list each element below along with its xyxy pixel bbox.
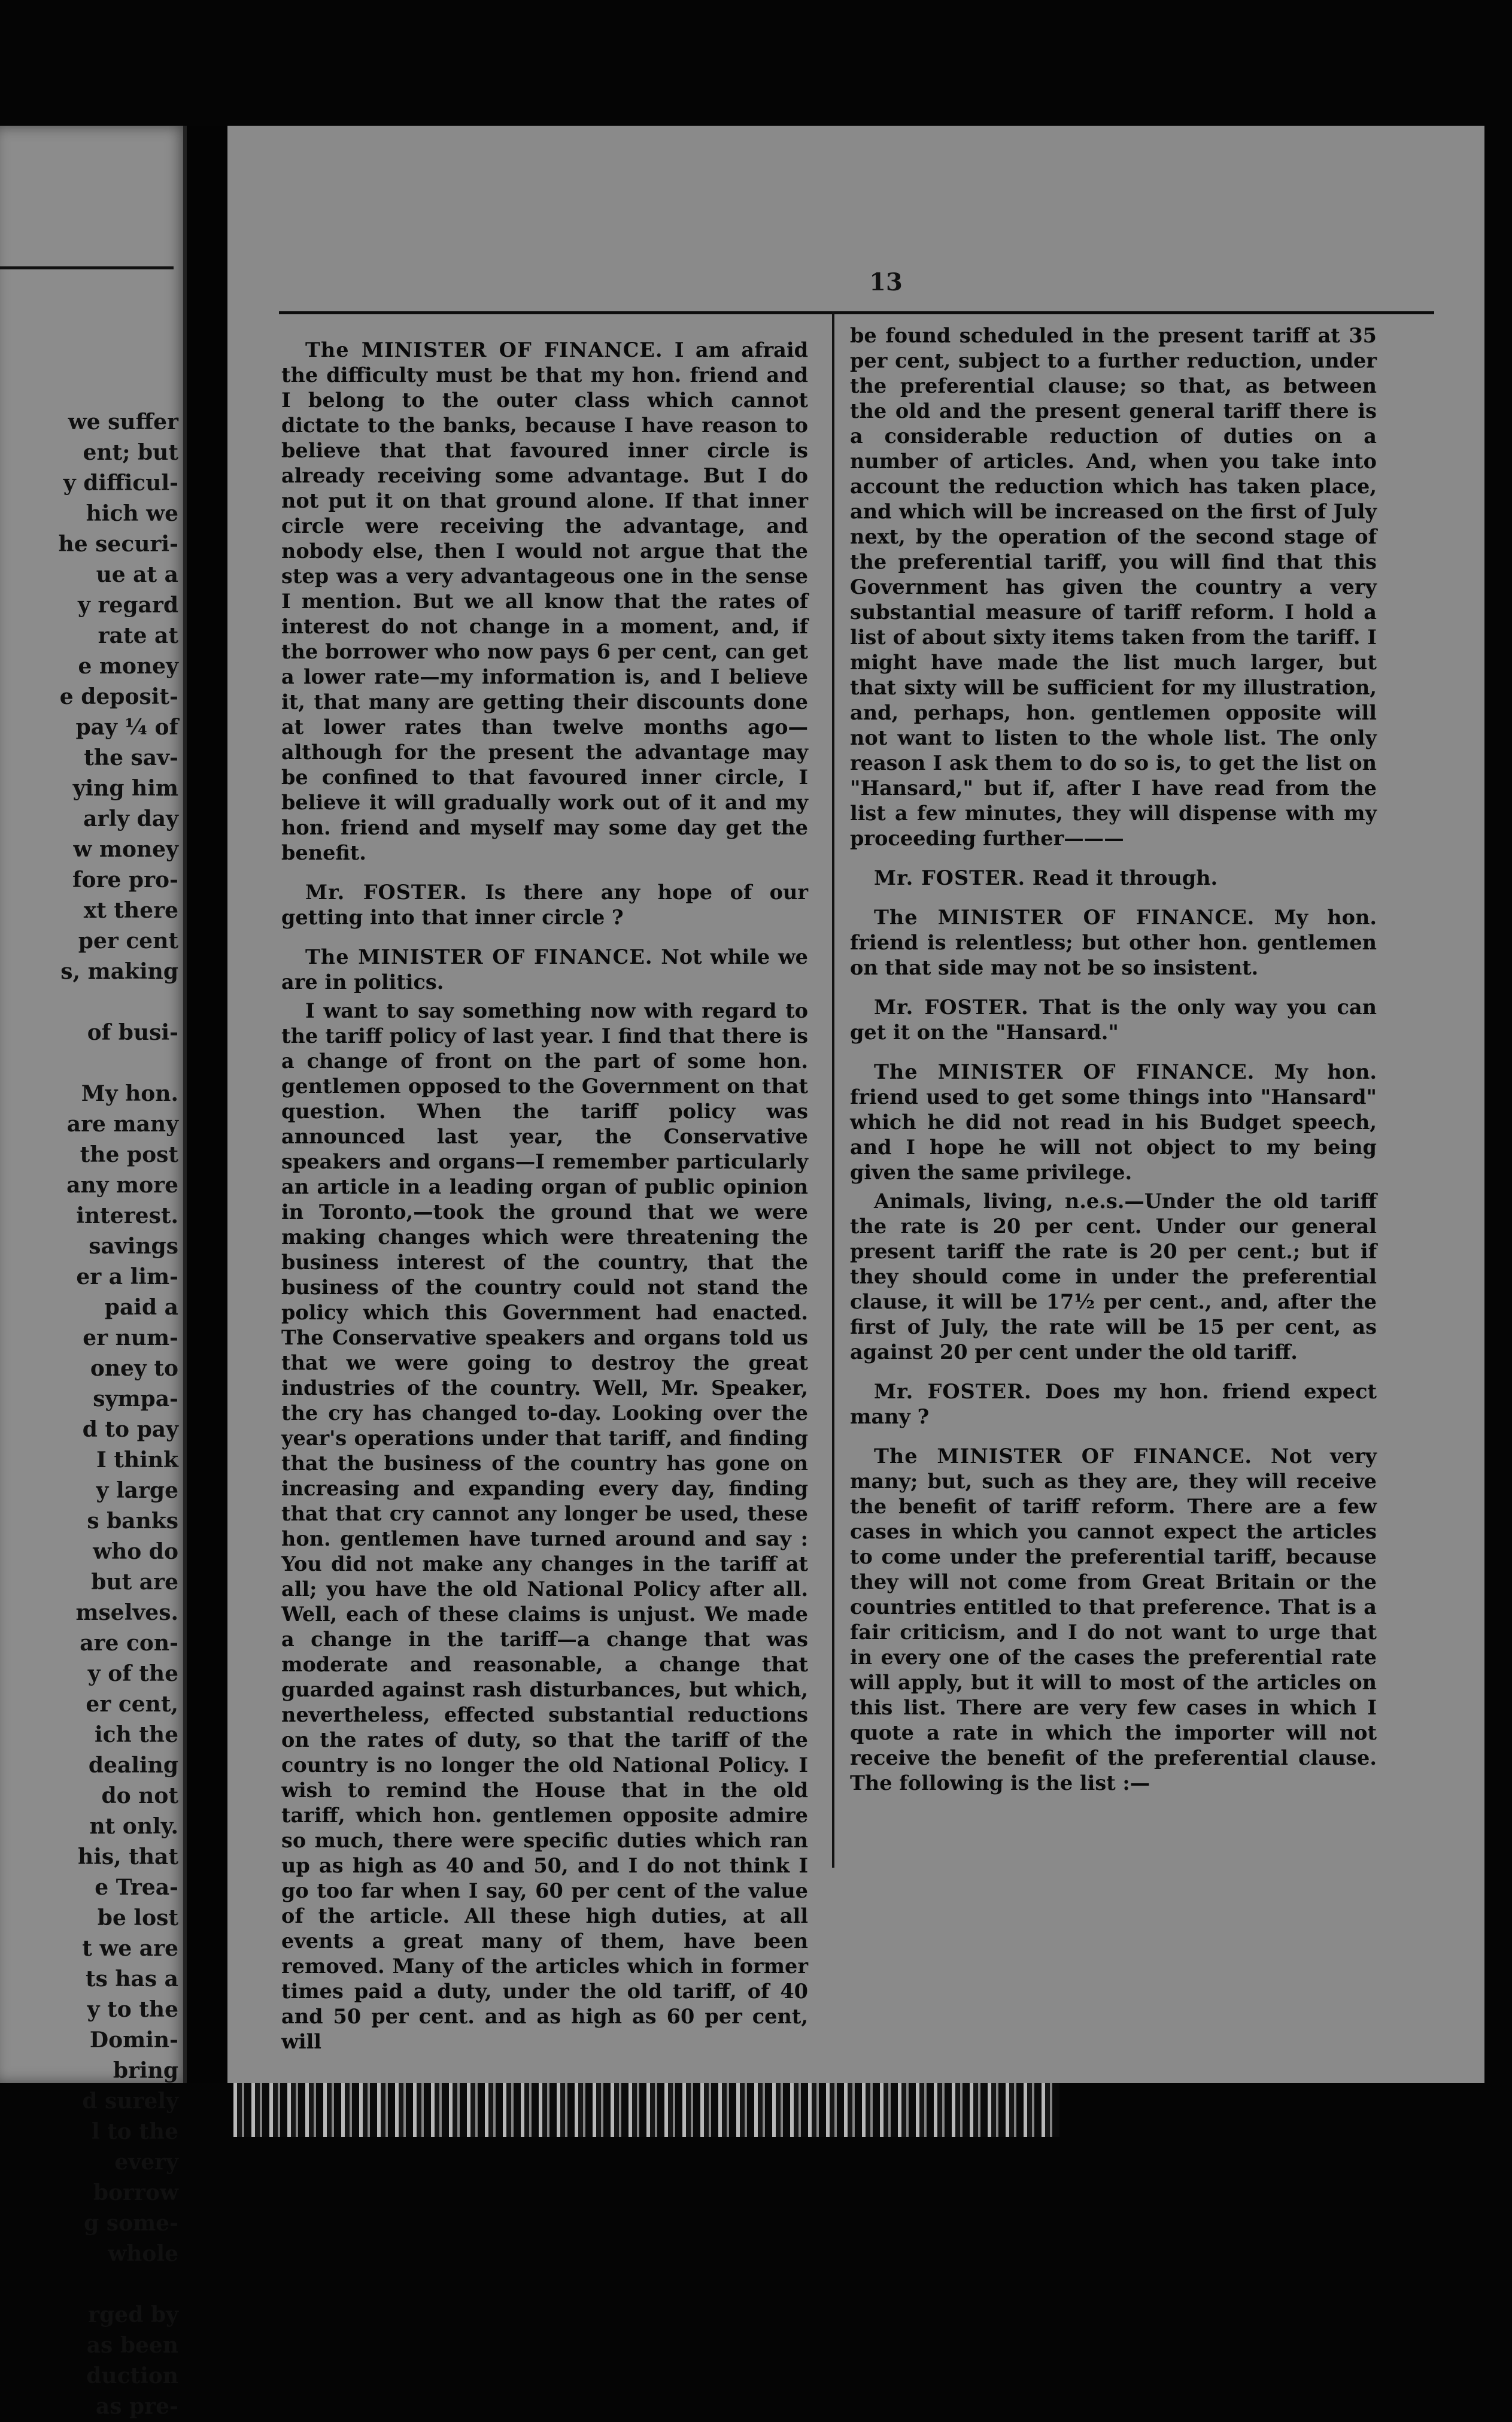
paragraph	[850, 1379, 1377, 1429]
adjacent-line: dealing	[88, 1753, 178, 1778]
adjacent-line: ent; but	[83, 440, 178, 465]
speaker-name: The MINISTER OF FINANCE.	[305, 338, 663, 362]
adjacent-line: as pre-	[95, 2394, 178, 2419]
paragraph-text: That is the only way you can get it on the "Hansard."	[850, 995, 1377, 1044]
adjacent-line: fore pro-	[72, 867, 178, 893]
paragraph-text: I want to say something now with regard to the tariff policy of last year. I find that there is a change of front on the part of some hon. gentlemen opposed to the Government on that question. When the tariff policy was announced last year, the Conservative speakers and organs—I remember particularly an article in a leading organ of public opinion in Toronto,—took the ground that we were making changes which were threatening the business interest of the country, that the business of the country could not stand the policy which this Government had enacted. The Conservative speakers and organs told us that we were going to destroy the great industries of the country. Well, Mr. Speaker, the cry has changed to-day. Looking over the year's operations under that tariff, and finding that the business of the country has gone on increasing and expanding every day, finding that that cry cannot any longer be used, these hon. gentlemen have turned around and say : You did not make any changes in the tariff at all; you have the old National Policy after all. Well, each of these claims is unjust. We made a change in the tariff—a change that was moderate and reasonable, a change that guarded against rash disturbances, but which, nevertheless, effected substantial reductions on the rates of duty, so that the tariff of the country is no longer the old National Policy. I wish to remind the House that in the old tariff, which hon. gentlemen opposite admire so much, there were specific duties which ran up as high as 40 and 50, and I do not think I go too far when I say, 60 per cent of the value of the article. All these high duties, at all events a great many of them, have been removed. Many of the articles which in former times paid a duty, under the old tariff, of 40 and 50 per cent. and as high as 60 per cent, will	[281, 999, 808, 2053]
adjacent-line: w money	[73, 837, 178, 862]
speaker-name: The MINISTER OF FINANCE.	[874, 1060, 1255, 1083]
adjacent-line: per cent	[78, 928, 178, 954]
paragraph-text: Does my hon. friend expect many ?	[850, 1380, 1377, 1428]
paragraph	[281, 338, 808, 866]
adjacent-line: nt only.	[89, 1814, 178, 1839]
decorative-border	[233, 2083, 1059, 2137]
adjacent-line: y of the	[87, 1661, 178, 1686]
adjacent-line: er a lim-	[76, 1264, 178, 1289]
adjacent-line: My hon.	[81, 1081, 178, 1106]
page-number: 13	[869, 268, 903, 296]
speaker-name: The MINISTER OF FINANCE.	[874, 906, 1255, 929]
adjacent-line: pay ¼ of	[75, 715, 178, 740]
adjacent-line: every	[114, 2150, 178, 2175]
binding-gutter	[187, 126, 229, 2083]
adjacent-line: interest.	[76, 1203, 178, 1228]
adjacent-page-rule	[0, 266, 174, 269]
paragraph	[850, 1444, 1377, 1796]
paragraph-text: Animals, living, n.e.s.—Under the old tariff the rate is 20 per cent. Under our general present tariff the rate is 20 per cent.; but if they should come in under the preferential clause, it will be 17½ per cent., and, after the first of July, the rate will be 15 per cent, as against 20 per cent under the old tariff.	[850, 1189, 1377, 1364]
adjacent-line: hich we	[86, 501, 178, 526]
adjacent-line: d surely	[82, 2089, 178, 2114]
paragraph-text: be found scheduled in the present tariff at 35 per cent, subject to a further reduction, under the preferential clause; so that, as between the old and the present general tariff there is a considerable reduction of duties on a number of articles. And, when you take into account the reduction which has taken place, and which will be increased on the first of July next, by the operation of the second stage of the preferential tariff, you will find that this Government has given the country a very substantial measure of tariff reform. I hold a list of about sixty items taken from the tariff. I might have made the list much larger, but that sixty will be sufficient for my illustration, and, perhaps, hon. gentlemen opposite will not want to listen to the whole list. The only reason I ask them to do so is, to get the list on "Hansard," but if, after I have read from the list a few minutes, they will dispense with my proceeding further———	[850, 324, 1377, 850]
paragraph-text: Not while we are in politics.	[281, 945, 808, 994]
column-divider	[832, 311, 834, 1868]
adjacent-line	[5, 2269, 178, 2300]
paragraph	[281, 880, 808, 930]
adjacent-line: t we are	[82, 1936, 178, 1961]
paragraph-text: My hon. friend is relentless; but other hon. gentlemen on that side may not be so insistent.	[850, 906, 1377, 979]
adjacent-line: bring	[113, 2058, 178, 2083]
adjacent-line: I think	[96, 1447, 178, 1473]
adjacent-line: y to the	[87, 1997, 178, 2022]
paragraph	[850, 1189, 1377, 1365]
speaker-name: Mr. FOSTER.	[874, 866, 1026, 890]
adjacent-line: do not	[101, 1783, 178, 1808]
adjacent-line: rate at	[98, 623, 178, 648]
adjacent-page-text	[5, 407, 178, 2422]
adjacent-line: y regard	[78, 593, 178, 618]
document-page	[227, 126, 1484, 2083]
adjacent-line: who do	[93, 1539, 178, 1564]
adjacent-line: duction	[86, 2363, 178, 2388]
adjacent-line: borrow	[93, 2180, 178, 2205]
adjacent-line: are many	[66, 1112, 178, 1137]
adjacent-line: ts has a	[85, 1966, 178, 1992]
adjacent-line: d to pay	[82, 1417, 178, 1442]
adjacent-line: e money	[78, 654, 178, 679]
adjacent-line: l to the	[91, 2119, 178, 2144]
paragraph	[850, 995, 1377, 1045]
paragraph	[850, 1060, 1377, 1185]
adjacent-line: e Trea-	[95, 1875, 178, 1900]
speaker-name: Mr. FOSTER.	[874, 1380, 1032, 1403]
adjacent-line: be lost	[97, 1905, 178, 1931]
adjacent-line: e deposit-	[59, 684, 178, 709]
adjacent-line: as been	[86, 2333, 178, 2358]
adjacent-line: arly day	[83, 806, 178, 831]
adjacent-line: xt there	[83, 898, 178, 923]
adjacent-line: er num-	[83, 1325, 178, 1350]
adjacent-line: y difficul-	[63, 471, 178, 496]
paragraph-text: Read it through.	[1032, 866, 1218, 890]
header-rule	[279, 311, 1434, 314]
adjacent-line: ying him	[72, 776, 178, 801]
paragraph-text: My hon. friend used to get some things into "Hansard" which he did not read in his Budget speech, and I hope he will not object to my being given the same privilege.	[850, 1060, 1377, 1184]
paragraph	[850, 323, 1377, 851]
left-column	[281, 323, 808, 2058]
adjacent-line: s banks	[87, 1509, 178, 1534]
adjacent-line: whole	[108, 2241, 178, 2266]
adjacent-line: y large	[96, 1478, 178, 1503]
speaker-name: Mr. FOSTER.	[305, 881, 467, 904]
paragraph-text: Not very many; but, such as they are, they will receive the benefit of tariff reform. There are a few cases in which you cannot expect the articles to come under the preferential tariff, because they will not come from Great Britain or the countries entitled to that preference. That is a fair criticism, and I do not want to urge that in every one of the cases the preferential rate will apply, but it will to most of the articles on this list. There are very few cases in which I quote a rate in which the importer will not receive the benefit of the preferential clause. The following is the list :—	[850, 1444, 1377, 1795]
adjacent-line: any more	[66, 1173, 178, 1198]
right-column	[850, 323, 1377, 1799]
adjacent-line: er cent,	[86, 1692, 178, 1717]
paragraph	[281, 998, 808, 2054]
paragraph	[850, 905, 1377, 981]
adjacent-line: oney to	[90, 1356, 178, 1381]
adjacent-line: of busi-	[87, 1020, 178, 1045]
adjacent-line: sympa-	[93, 1386, 178, 1412]
adjacent-line: savings	[89, 1234, 178, 1259]
speaker-name: The MINISTER OF FINANCE.	[874, 1444, 1253, 1468]
adjacent-line: rged by	[88, 2302, 178, 2327]
adjacent-line: ich the	[94, 1722, 178, 1747]
adjacent-line: the post	[80, 1142, 178, 1167]
paragraph-text: Is there any hope of our getting into that inner circle ?	[281, 881, 808, 929]
adjacent-line	[5, 1048, 178, 1079]
paragraph	[281, 945, 808, 995]
speaker-name: The MINISTER OF FINANCE.	[305, 945, 653, 969]
adjacent-line: paid a	[104, 1295, 178, 1320]
adjacent-line: but are	[91, 1570, 178, 1595]
adjacent-line: g some-	[84, 2211, 178, 2236]
paragraph-text: I am afraid the difficulty must be that my hon. friend and I belong to the outer class which cannot dictate to the banks, because I have reason to believe that that favoured inner circle is already receiving some advantage. But I do not put it on that ground alone. If that inner circle were receiving the advantage, and nobody else, then I would not argue that the step was a very advantageous one in the sense I mention. But we all know that the rates of interest do not change in a moment, and, if the borrower who now pays 6 per cent, can get a lower rate—my information is, and I believe it, that many are getting their discounts done at lower rates than twelve months ago—although for the present the advantage may be confined to that favoured inner circle, I believe it will gradually work out of it and my hon. friend and myself may some day get the benefit.	[281, 338, 808, 864]
adjacent-line	[5, 987, 178, 1018]
adjacent-line: his, that	[78, 1844, 178, 1869]
adjacent-line: ue at a	[96, 562, 178, 587]
adjacent-line: the sav-	[84, 745, 178, 770]
adjacent-line: Domin-	[89, 2028, 178, 2053]
adjacent-line: are con-	[80, 1631, 178, 1656]
speaker-name: Mr. FOSTER.	[874, 995, 1029, 1019]
adjacent-line: s, making	[60, 959, 178, 984]
adjacent-line: we suffer	[68, 409, 178, 435]
adjacent-page-strip	[0, 126, 187, 2419]
adjacent-line: he securi-	[58, 532, 178, 557]
paragraph	[850, 866, 1377, 891]
adjacent-line: mselves.	[75, 1600, 178, 1625]
